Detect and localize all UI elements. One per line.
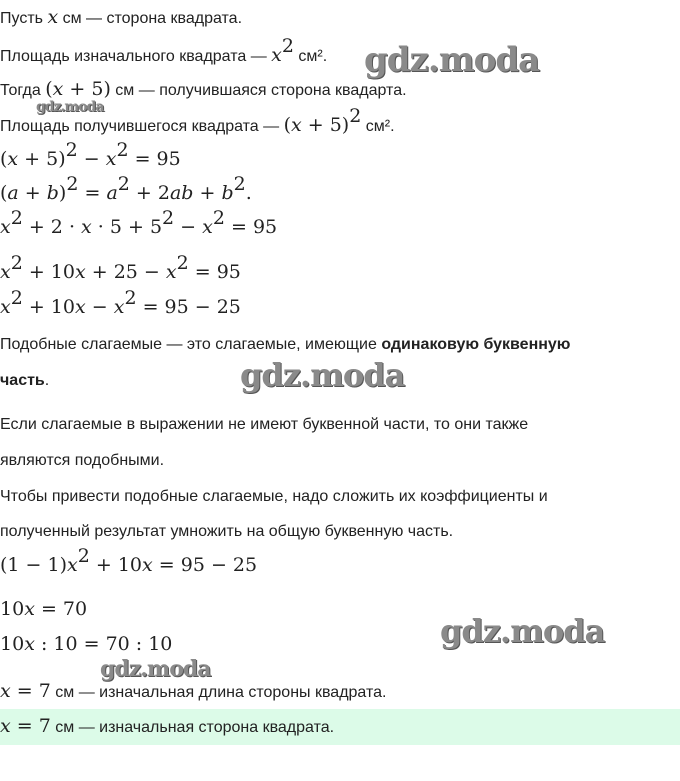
math-segment: = [78,182,107,204]
watermark-logo: gdz.moda [36,99,104,115]
math-segment: 2 [77,545,90,567]
math-segment: + 2 · [22,216,82,238]
math-segment: x [0,715,11,737]
math-segment: − [174,216,203,238]
math-segment: = 7 [10,715,51,737]
math-segment: a [106,182,118,204]
solution-line [0,370,49,392]
text-segment: являются подобными. [0,452,165,469]
solution-line [0,680,386,704]
math-segment: + [18,182,47,204]
solution-line [0,207,278,240]
text-segment: Пусть [0,10,48,27]
math-segment: x [0,296,11,318]
math-segment: x [67,554,78,576]
math-segment: + 25 − [85,261,166,283]
solution-line [0,598,87,622]
solution-line [0,521,453,543]
math-segment: = 95 − 25 [152,554,258,576]
text-segment: Чтобы привести подобные слагаемые, надо сложить их коэффициенты и [0,488,548,505]
math-segment: x [0,216,11,238]
solution-line [0,6,242,30]
math-segment: + 10 [22,261,75,283]
math-segment: ( [45,78,53,100]
math-segment: = 95 [224,216,278,238]
watermark-logo: gdz.moda [440,612,605,650]
text-segment: Если слагаемые в выражении не имеют буквенной части, то они также [0,416,529,433]
math-segment: (1 − 1) [0,554,68,576]
math-segment: ab [169,182,194,204]
math-segment: + 5) [63,78,111,100]
solution-line [0,545,258,578]
math-segment: x [0,261,11,283]
solution-line [0,334,570,356]
math-segment: b [221,182,234,204]
solution-line [0,173,252,206]
text-segment: см — изначальная длина стороны квадрата. [50,684,387,701]
math-segment: · 5 + 5 [91,216,163,238]
math-segment: 2 [117,173,130,195]
math-segment: = 95 [128,148,181,170]
math-segment: = 95 − 25 [136,296,241,318]
text-segment: см — получившаяся сторона квадарта. [110,82,407,99]
math-segment: x [165,261,177,283]
math-segment: 10 [0,633,25,655]
math-segment: + 10 [89,554,143,576]
math-segment: + 5) [18,148,66,170]
watermark-logo: gdz.moda [364,40,540,80]
solution-line [0,633,172,657]
math-segment: + 5) [301,114,350,136]
math-segment: b [46,182,59,204]
math-segment: x [142,554,153,576]
text-segment: см². [293,48,328,65]
math-segment: 2 [281,35,294,57]
math-segment: 2 [176,252,189,274]
math-segment: x [291,114,302,136]
math-segment: ( [283,114,291,136]
math-segment: 2 [10,252,23,274]
math-segment: = 7 [10,680,51,702]
text-segment: Тогда [0,82,46,99]
math-segment: x [24,633,35,655]
math-segment: = 95 [188,261,241,283]
solution-line [0,139,181,172]
solution-line [0,35,328,68]
math-segment: 2 [116,139,129,161]
solution-line [0,414,528,436]
text-segment: Площадь изначального квадрата — [0,48,272,65]
text-segment: одинаковую буквенную [381,336,571,353]
math-segment: x [202,216,213,238]
solution-line [0,450,164,472]
math-segment: 10 [0,598,25,620]
solution-line [0,252,241,285]
text-segment: . [44,372,50,389]
solution-line [0,287,241,320]
math-segment: x [81,216,92,238]
math-segment: x [113,296,125,318]
math-segment: x [105,148,117,170]
text-segment: см — изначальная сторона квадрата. [50,719,335,736]
math-segment: − [77,148,106,170]
math-segment: 2 [349,105,362,127]
math-segment: ( [0,148,8,170]
math-segment: 2 [162,207,175,229]
math-segment: x [7,148,19,170]
math-segment: 2 [124,287,137,309]
math-segment: x [24,598,35,620]
math-segment: x [271,44,282,66]
math-segment: x [75,296,86,318]
math-segment: 2 [66,173,79,195]
math-segment: ) [58,182,67,204]
solution-line [0,486,548,508]
watermark-logo: gdz.moda [100,656,211,682]
math-segment: + 2 [129,182,170,204]
answer-line [0,715,334,739]
math-segment: = 70 [34,598,88,620]
math-segment: 2 [65,139,78,161]
math-segment: + 10 [22,296,75,318]
text-segment: см — сторона квадрата. [58,10,243,27]
math-segment: 2 [10,207,23,229]
math-segment: a [7,182,19,204]
math-segment: 2 [233,173,246,195]
math-segment: 2 [212,207,225,229]
math-segment: . [245,182,252,204]
math-segment: + [193,182,222,204]
text-segment: см². [361,118,395,135]
watermark-logo: gdz.moda [240,356,405,394]
text-segment: Подобные слагаемые — это слагаемые, имеющие [0,336,382,353]
text-segment: Площадь получившегося квадрата — [0,118,284,135]
math-segment: x [0,680,11,702]
math-segment: x [75,261,86,283]
math-segment: : 10 = 70 : 10 [34,633,173,655]
math-segment: 2 [10,287,23,309]
math-segment: x [52,78,64,100]
text-segment: полученный результат умножить на общую буквенную часть. [0,523,454,540]
math-segment: ( [0,182,8,204]
text-segment: часть [0,372,45,389]
math-segment: − [85,296,114,318]
math-segment: x [47,6,59,28]
